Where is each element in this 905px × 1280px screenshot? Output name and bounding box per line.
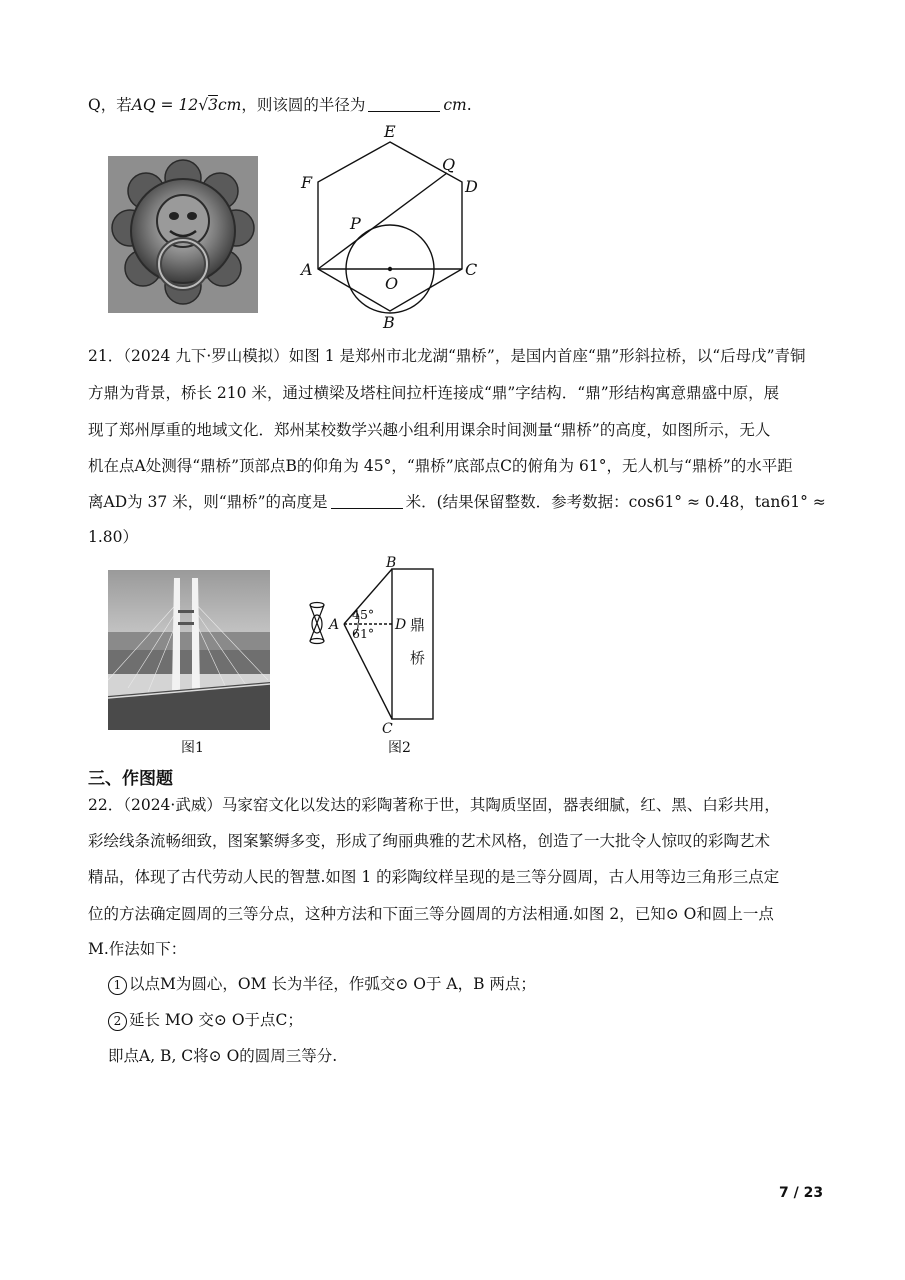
step-number-circle: 2	[108, 1012, 127, 1031]
svg-text:A: A	[301, 260, 313, 279]
svg-text:P: P	[350, 214, 361, 233]
q22-line-4: 位的方法确定圆周的三等分点，这种方法和下面三等分圆周的方法相通.如图 2，已知⊙ O和圆上一点	[88, 905, 774, 923]
svg-text:O: O	[385, 274, 399, 293]
caption-fig1: 图1	[181, 740, 204, 756]
svg-text:D: D	[465, 177, 478, 196]
q21-line-2: 方鼎为背景，桥长 210 米，通过横梁及塔柱间拉杆连接成“鼎”字结构．“鼎”形结构寓意鼎盛中原，展	[88, 384, 780, 402]
svg-text:A: A	[329, 617, 340, 633]
section-heading: 三、作图题	[88, 769, 173, 789]
q22-step-2: 2 延长 MO 交⊙ O于点C；	[108, 1010, 838, 1031]
q22-step-1: 1 以点M为圆心，OM 长为半径，作弧交⊙ O于 A，B 两点；	[108, 974, 838, 995]
q22-conclusion: 即点A, B, C将⊙ O的圆周三等分.	[108, 1047, 338, 1065]
svg-text:C: C	[465, 260, 478, 279]
sqrt-sign: √	[198, 96, 209, 114]
caption-fig2: 图2	[388, 740, 411, 756]
step-number-circle: 1	[108, 976, 127, 995]
drone-icon	[310, 603, 324, 644]
svg-text:鼎: 鼎	[410, 616, 426, 634]
answer-blank[interactable]	[368, 97, 440, 112]
svg-text:B: B	[383, 313, 395, 332]
q22-line-1: 22．（2024·武威）马家窑文化以发达的彩陶著称于世，其陶质坚固，器表细腻，红、黑、白彩共用，	[88, 796, 780, 814]
svg-text:61°: 61°	[352, 626, 375, 641]
q21-line-5: 离AD为 37 米，则“鼎桥”的高度是 米．(结果保留整数．参考数据：cos61° ≈ 0.48，tan61° ≈	[88, 493, 826, 511]
answer-blank[interactable]	[331, 494, 403, 509]
svg-text:D: D	[395, 617, 407, 633]
svg-text:F: F	[301, 173, 313, 192]
q21-line-6: 1.80）	[88, 528, 139, 546]
hexagon-circle-figure	[295, 120, 495, 335]
bridge-rect	[392, 569, 433, 719]
door-knocker-photo	[108, 156, 258, 313]
svg-text:Q: Q	[442, 155, 456, 174]
bridge-angle-figure	[300, 553, 450, 738]
q21-line-3: 现了郑州厚重的地域文化．郑州某校数学兴趣小组利用课余时间测量“鼎桥”的高度，如图所示，无人	[88, 421, 771, 439]
svg-text:E: E	[384, 122, 396, 141]
page-number: 7 / 23	[779, 1185, 824, 1201]
q22-line-3: 精品，体现了古代劳动人民的智慧.如图 1 的彩陶纹样呈现的是三等分圆周，古人用等边三角形三点定	[88, 868, 780, 886]
q21-line-4: 机在点A处测得“鼎桥”顶部点B的仰角为 45°，“鼎桥”底部点C的俯角为 61°，无人机与“鼎桥”的水平距	[88, 457, 793, 475]
q20-tail-line: Q，若AQ = 12√3cm，则该圆的半径为 cm.	[88, 96, 472, 114]
q22-line-5: M.作法如下：	[88, 940, 187, 958]
bridge-photo	[108, 570, 270, 730]
svg-text:C: C	[382, 721, 393, 737]
q21-line-1: 21．（2024 九下·罗山模拟）如图 1 是郑州市北龙湖“鼎桥”，是国内首座“鼎”形斜拉桥，以“后母戊”青铜	[88, 347, 806, 365]
q22-line-2: 彩绘线条流畅细致，图案繁缛多变，形成了绚丽典雅的艺术风格，创造了一大批令人惊叹的彩陶艺术	[88, 832, 771, 850]
svg-text:45°: 45°	[352, 607, 375, 622]
svg-text:B: B	[386, 555, 397, 571]
svg-text:桥: 桥	[410, 649, 426, 667]
